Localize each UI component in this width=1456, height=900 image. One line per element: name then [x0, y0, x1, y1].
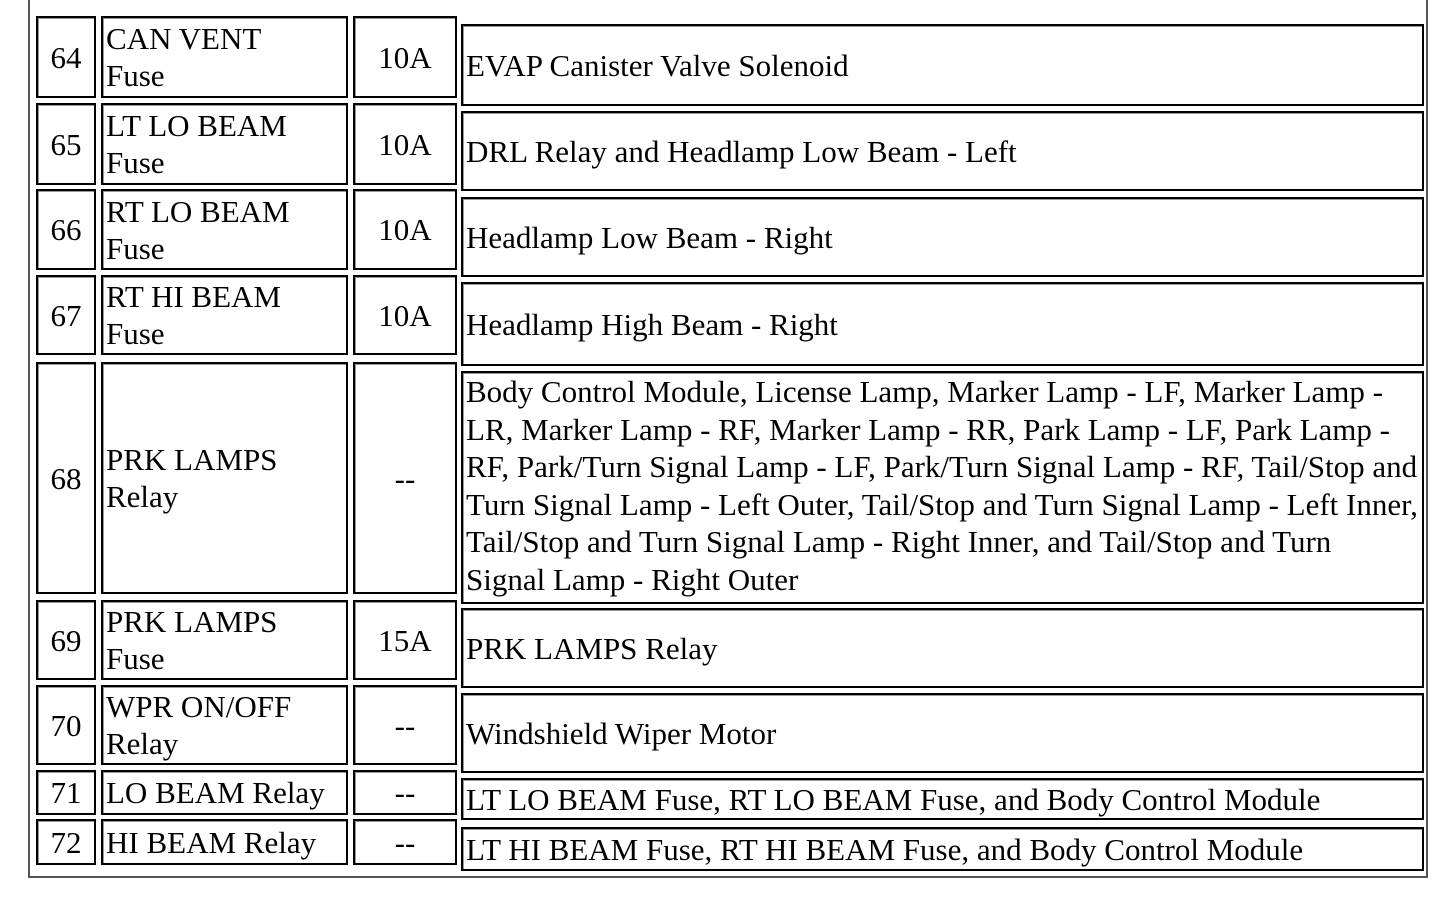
row-65-name: LT LO BEAM Fuse	[101, 103, 348, 185]
row-68-number: 68	[36, 362, 96, 594]
row-69-name: PRK LAMPS Fuse	[101, 600, 348, 680]
row-69-usage: PRK LAMPS Relay	[461, 608, 1424, 688]
row-64-rating: 10A	[353, 16, 457, 98]
row-66-usage: Headlamp Low Beam - Right	[461, 197, 1424, 277]
row-66-rating: 10A	[353, 189, 457, 270]
row-70-name: WPR ON/OFF Relay	[101, 685, 348, 765]
row-71-name: LO BEAM Relay	[101, 770, 348, 815]
row-72-rating: --	[353, 819, 457, 865]
row-68-usage: Body Control Module, License Lamp, Marker Lamp - LF, Marker Lamp - LR, Marker Lamp - RF, Marker Lamp - RR, Park Lamp - LF, Park Lamp - RF, Park/Turn Signal Lamp - LF, Park/Turn Signal Lamp - RF, Tail/Stop and Turn Signal Lamp - Left Outer, Tail/Stop and Turn Signal Lamp - Left Inner, Tail/Stop and Turn Signal Lamp - Right Inner, and Tail/Stop and Turn Signal Lamp - Right Outer	[461, 371, 1424, 604]
row-66-number: 66	[36, 189, 96, 270]
row-70-usage: Windshield Wiper Motor	[461, 693, 1424, 773]
row-67-number: 67	[36, 275, 96, 355]
row-72-number: 72	[36, 819, 96, 865]
row-68-name: PRK LAMPS Relay	[101, 362, 348, 594]
row-65-rating: 10A	[353, 103, 457, 185]
row-67-name: RT HI BEAM Fuse	[101, 275, 348, 355]
row-71-usage: LT LO BEAM Fuse, RT LO BEAM Fuse, and Body Control Module	[461, 778, 1424, 820]
row-71-number: 71	[36, 770, 96, 815]
row-66-name: RT LO BEAM Fuse	[101, 189, 348, 270]
row-68-rating: --	[353, 362, 457, 594]
row-65-number: 65	[36, 103, 96, 185]
row-64-number: 64	[36, 16, 96, 98]
row-67-usage: Headlamp High Beam - Right	[461, 282, 1424, 366]
row-70-rating: --	[353, 685, 457, 765]
row-69-rating: 15A	[353, 600, 457, 680]
row-69-number: 69	[36, 600, 96, 680]
row-72-usage: LT HI BEAM Fuse, RT HI BEAM Fuse, and Body Control Module	[461, 827, 1424, 871]
row-72-name: HI BEAM Relay	[101, 819, 348, 865]
row-71-rating: --	[353, 770, 457, 815]
row-65-usage: DRL Relay and Headlamp Low Beam - Left	[461, 111, 1424, 191]
row-64-usage: EVAP Canister Valve Solenoid	[461, 24, 1424, 106]
row-64-name: CAN VENT Fuse	[101, 16, 348, 98]
row-67-rating: 10A	[353, 275, 457, 355]
row-70-number: 70	[36, 685, 96, 765]
